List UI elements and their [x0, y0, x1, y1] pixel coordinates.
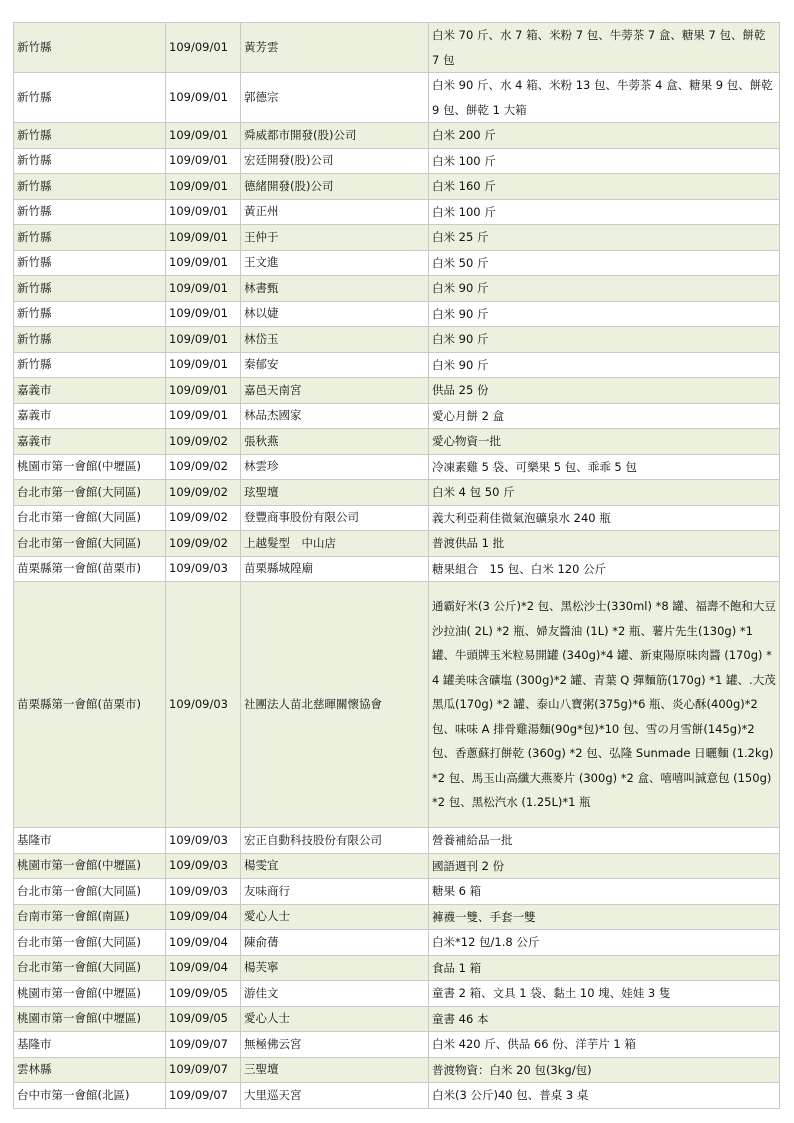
date-cell: 109/09/01 — [166, 327, 241, 353]
donated-items-cell: 白米 90 斤 — [429, 301, 780, 327]
donated-items-cell: 白米 25 斤 — [429, 225, 780, 251]
table-row — [14, 23, 780, 73]
table-row — [14, 123, 780, 149]
donated-items-cell: 白米(3 公斤)40 包、普桌 3 桌 — [429, 1083, 780, 1109]
donor-cell: 愛心人士 — [241, 904, 429, 930]
date-cell: 109/09/01 — [166, 199, 241, 225]
region-cell: 桃園市第一會館(中壢區) — [14, 853, 166, 879]
date-cell: 109/09/01 — [166, 301, 241, 327]
table-row — [14, 148, 780, 174]
table-row — [14, 981, 780, 1007]
table-row — [14, 250, 780, 276]
region-cell: 苗栗縣第一會館(苗栗市) — [14, 582, 166, 828]
donor-cell: 上越髮型 中山店 — [241, 531, 429, 557]
donated-items-cell: 白米 160 斤 — [429, 174, 780, 200]
date-cell: 109/09/07 — [166, 1083, 241, 1109]
donor-cell: 玹聖壇 — [241, 480, 429, 506]
donor-cell: 登豐商事股份有限公司 — [241, 505, 429, 531]
date-cell: 109/09/02 — [166, 531, 241, 557]
region-cell: 桃園市第一會館(中壢區) — [14, 1006, 166, 1032]
table-row — [14, 225, 780, 251]
table-row — [14, 73, 780, 123]
donor-cell: 郭德宗 — [241, 73, 429, 123]
donated-items-cell: 供品 25 份 — [429, 378, 780, 404]
table-row — [14, 403, 780, 429]
region-cell: 台北市第一會館(大同區) — [14, 930, 166, 956]
region-cell: 新竹縣 — [14, 73, 166, 123]
region-cell: 台北市第一會館(大同區) — [14, 505, 166, 531]
table-row — [14, 955, 780, 981]
region-cell: 基隆市 — [14, 828, 166, 854]
table-row — [14, 853, 780, 879]
table-row — [14, 174, 780, 200]
region-cell: 嘉義市 — [14, 378, 166, 404]
donor-cell: 黃正州 — [241, 199, 429, 225]
donor-cell: 友味商行 — [241, 879, 429, 905]
region-cell: 新竹縣 — [14, 199, 166, 225]
date-cell: 109/09/01 — [166, 73, 241, 123]
donor-cell: 王文進 — [241, 250, 429, 276]
date-cell: 109/09/01 — [166, 276, 241, 302]
date-cell: 109/09/01 — [166, 225, 241, 251]
date-cell: 109/09/01 — [166, 123, 241, 149]
region-cell: 新竹縣 — [14, 225, 166, 251]
region-cell: 台北市第一會館(大同區) — [14, 480, 166, 506]
date-cell: 109/09/01 — [166, 403, 241, 429]
table-row — [14, 1057, 780, 1083]
table-row — [14, 276, 780, 302]
table-row — [14, 556, 780, 582]
donor-cell: 秦郁安 — [241, 352, 429, 378]
table-row — [14, 454, 780, 480]
donor-cell: 無極佛云宮 — [241, 1032, 429, 1058]
table-row — [14, 480, 780, 506]
donated-items-cell: 愛心物資一批 — [429, 429, 780, 455]
donor-cell: 陳俞蒨 — [241, 930, 429, 956]
donated-items-cell: 冷凍素雞 5 袋、可樂果 5 包、乖乖 5 包 — [429, 454, 780, 480]
donated-items-cell: 白米 90 斤 — [429, 276, 780, 302]
donor-cell: 舜威都市開發(股)公司 — [241, 123, 429, 149]
donated-items-cell: 通霸好米(3 公斤)*2 包、黑松沙士(330ml) *8 罐、福壽不飽和大豆沙拉油( 2L) *2 瓶、婦友醬油 (1L) *2 瓶、薯片先生(130g) *1 罐、牛頭牌玉米粒易開罐 (340g)*4 罐、新東陽原味肉醬 (170g) *4 罐美味含礦塩 (300g)*2 罐、青葉 Q 彈麵筋(170g) *1 罐、.大茂黑瓜(170g) *2 罐、泰山八寶粥(375g)*6 瓶、炎心酥(400g)*2 包、味味 A 排骨雞湯麵(90g*包)*10 包、雪の月雪餅(145g)*2 包、香蔥蘇打餅乾 (360g) *2 包、弘隆 Sunmade 日曬麵 (1.2kg)*2 包、馬玉山高纖大燕麥片 (300g) *2 盒、嘻嘻叫誠意包 (150g) *2 包、黑松汽水 (1.25L)*1 瓶 — [429, 582, 780, 828]
date-cell: 109/09/02 — [166, 480, 241, 506]
donor-cell: 黃芳雲 — [241, 23, 429, 73]
region-cell: 台南市第一會館(南區) — [14, 904, 166, 930]
region-cell: 台北市第一會館(大同區) — [14, 531, 166, 557]
date-cell: 109/09/04 — [166, 904, 241, 930]
region-cell: 基隆市 — [14, 1032, 166, 1058]
donor-cell: 嘉邑天南宮 — [241, 378, 429, 404]
date-cell: 109/09/05 — [166, 981, 241, 1007]
donated-items-cell: 褲襪一雙、手套一雙 — [429, 904, 780, 930]
date-cell: 109/09/01 — [166, 174, 241, 200]
donated-items-cell: 糖果 6 箱 — [429, 879, 780, 905]
donated-items-cell: 白米 70 斤、水 7 箱、米粉 7 包、牛蒡茶 7 盒、糖果 7 包、餅乾 7 包 — [429, 23, 780, 73]
table-row — [14, 199, 780, 225]
region-cell: 新竹縣 — [14, 301, 166, 327]
date-cell: 109/09/01 — [166, 148, 241, 174]
donor-cell: 游佳文 — [241, 981, 429, 1007]
date-cell: 109/09/02 — [166, 429, 241, 455]
donated-items-cell: 白米 100 斤 — [429, 199, 780, 225]
region-cell: 台中市第一會館(北區) — [14, 1083, 166, 1109]
region-cell: 雲林縣 — [14, 1057, 166, 1083]
date-cell: 109/09/01 — [166, 378, 241, 404]
table-row — [14, 828, 780, 854]
table-row — [14, 378, 780, 404]
region-cell: 新竹縣 — [14, 352, 166, 378]
table-row — [14, 505, 780, 531]
donor-cell: 大里巡天宮 — [241, 1083, 429, 1109]
donated-items-cell: 糖果組合 15 包、白米 120 公斤 — [429, 556, 780, 582]
region-cell: 台北市第一會館(大同區) — [14, 879, 166, 905]
region-cell: 嘉義市 — [14, 429, 166, 455]
donated-items-cell: 食品 1 箱 — [429, 955, 780, 981]
table-row — [14, 531, 780, 557]
table-row — [14, 1032, 780, 1058]
date-cell: 109/09/07 — [166, 1057, 241, 1083]
date-cell: 109/09/03 — [166, 879, 241, 905]
date-cell: 109/09/07 — [166, 1032, 241, 1058]
table-row — [14, 582, 780, 828]
donated-items-cell: 普渡供品 1 批 — [429, 531, 780, 557]
region-cell: 新竹縣 — [14, 123, 166, 149]
donor-cell: 楊雯宜 — [241, 853, 429, 879]
date-cell: 109/09/02 — [166, 454, 241, 480]
donated-items-cell: 白米 100 斤 — [429, 148, 780, 174]
donated-items-cell: 國語週刊 2 份 — [429, 853, 780, 879]
donor-cell: 王仲于 — [241, 225, 429, 251]
donor-cell: 林品杰國家 — [241, 403, 429, 429]
region-cell: 台北市第一會館(大同區) — [14, 955, 166, 981]
date-cell: 109/09/01 — [166, 23, 241, 73]
donated-items-cell: 白米 4 包 50 斤 — [429, 480, 780, 506]
donor-cell: 林雲珍 — [241, 454, 429, 480]
donated-items-cell: 白米 90 斤、水 4 箱、米粉 13 包、牛蒡茶 4 盒、糖果 9 包、餅乾 9 包、餅乾 1 大箱 — [429, 73, 780, 123]
donor-cell: 林岱玉 — [241, 327, 429, 353]
region-cell: 新竹縣 — [14, 148, 166, 174]
donor-cell: 宏正自動科技股份有限公司 — [241, 828, 429, 854]
table-row — [14, 879, 780, 905]
region-cell: 新竹縣 — [14, 327, 166, 353]
region-cell: 新竹縣 — [14, 23, 166, 73]
region-cell: 新竹縣 — [14, 276, 166, 302]
region-cell: 嘉義市 — [14, 403, 166, 429]
region-cell: 桃園市第一會館(中壢區) — [14, 454, 166, 480]
donated-items-cell: 白米 420 斤、供品 66 份、洋芋片 1 箱 — [429, 1032, 780, 1058]
region-cell: 新竹縣 — [14, 250, 166, 276]
donated-items-cell: 義大利亞莉佳微氣泡礦泉水 240 瓶 — [429, 505, 780, 531]
donated-items-cell: 白米 90 斤 — [429, 327, 780, 353]
date-cell: 109/09/03 — [166, 556, 241, 582]
donation-table-body — [14, 23, 780, 1109]
donated-items-cell: 白米*12 包/1.8 公斤 — [429, 930, 780, 956]
date-cell: 109/09/03 — [166, 828, 241, 854]
donated-items-cell: 白米 90 斤 — [429, 352, 780, 378]
date-cell: 109/09/03 — [166, 853, 241, 879]
donor-cell: 德緒開發(股)公司 — [241, 174, 429, 200]
donated-items-cell: 白米 200 斤 — [429, 123, 780, 149]
donor-cell: 林書甄 — [241, 276, 429, 302]
date-cell: 109/09/02 — [166, 505, 241, 531]
date-cell: 109/09/04 — [166, 955, 241, 981]
donor-cell: 社團法人苗北慈暉關懷協會 — [241, 582, 429, 828]
donor-cell: 三聖壇 — [241, 1057, 429, 1083]
region-cell: 苗栗縣第一會館(苗栗市) — [14, 556, 166, 582]
donation-table — [13, 22, 780, 1109]
donated-items-cell: 白米 50 斤 — [429, 250, 780, 276]
donor-cell: 苗栗縣城隍廟 — [241, 556, 429, 582]
donor-cell: 張秋燕 — [241, 429, 429, 455]
donor-cell: 林以婕 — [241, 301, 429, 327]
donated-items-cell: 童書 2 箱、文具 1 袋、黏土 10 塊、娃娃 3 隻 — [429, 981, 780, 1007]
date-cell: 109/09/04 — [166, 930, 241, 956]
region-cell: 桃園市第一會館(中壢區) — [14, 981, 166, 1007]
donated-items-cell: 童書 46 本 — [429, 1006, 780, 1032]
donated-items-cell: 營養補給品一批 — [429, 828, 780, 854]
table-row — [14, 352, 780, 378]
region-cell: 新竹縣 — [14, 174, 166, 200]
table-row — [14, 1006, 780, 1032]
table-row — [14, 930, 780, 956]
table-row — [14, 301, 780, 327]
donated-items-cell: 愛心月餅 2 盒 — [429, 403, 780, 429]
date-cell: 109/09/05 — [166, 1006, 241, 1032]
table-row — [14, 1083, 780, 1109]
date-cell: 109/09/03 — [166, 582, 241, 828]
table-row — [14, 904, 780, 930]
donor-cell: 宏廷開發(股)公司 — [241, 148, 429, 174]
donor-cell: 愛心人士 — [241, 1006, 429, 1032]
donated-items-cell: 普渡物資：白米 20 包(3kg/包) — [429, 1057, 780, 1083]
date-cell: 109/09/01 — [166, 250, 241, 276]
date-cell: 109/09/01 — [166, 352, 241, 378]
table-row — [14, 327, 780, 353]
table-row — [14, 429, 780, 455]
donor-cell: 楊芙寧 — [241, 955, 429, 981]
